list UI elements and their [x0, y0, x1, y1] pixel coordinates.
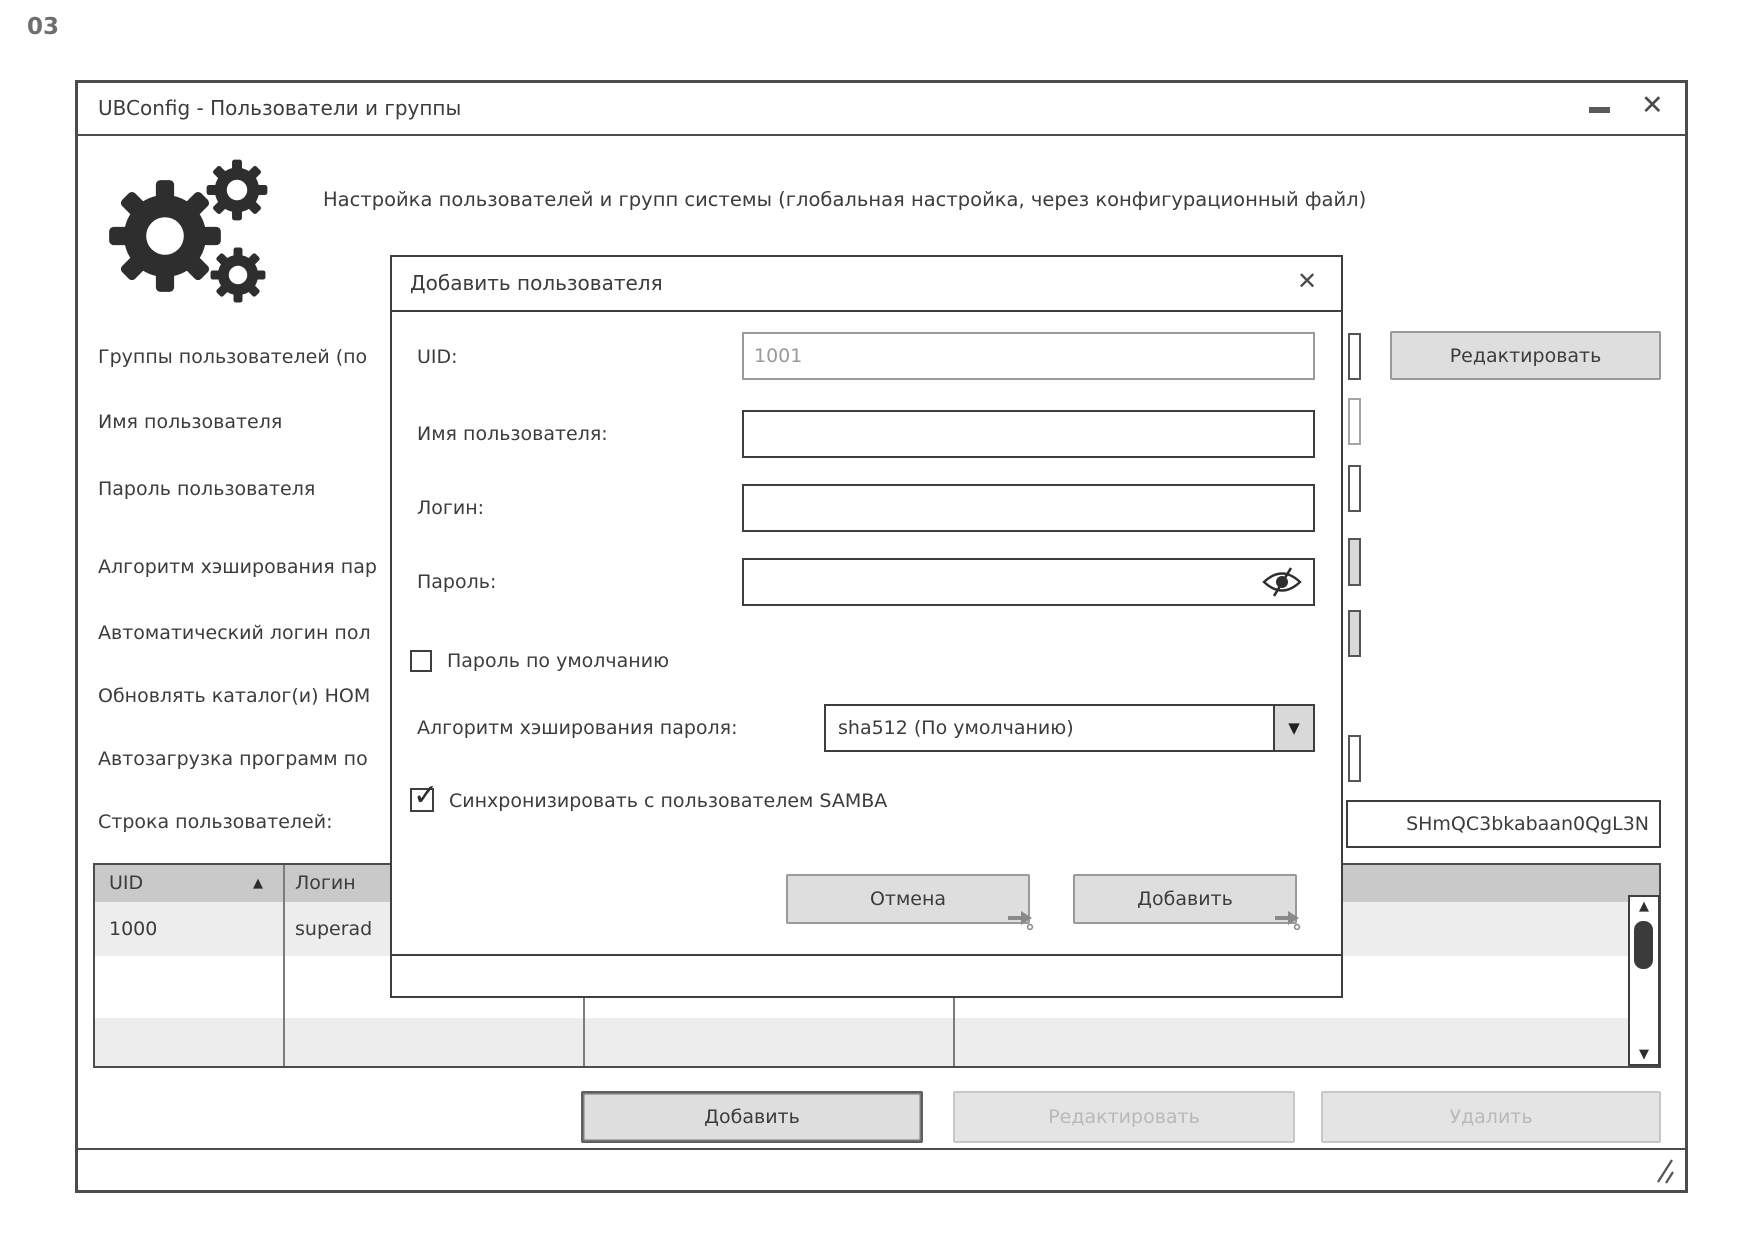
groups-field-sliver[interactable]: [1348, 333, 1361, 380]
resize-grip-icon[interactable]: [1649, 1156, 1675, 1184]
login-input[interactable]: [742, 484, 1315, 532]
window-titlebar: [78, 83, 1685, 136]
samba-sync-label: Синхронизировать с пользователем SAMBA: [449, 790, 888, 812]
samba-sync-checkbox[interactable]: [410, 778, 439, 813]
password-field-sliver[interactable]: [1348, 465, 1361, 512]
checkmark-icon: ✓: [413, 778, 439, 813]
page-number-badge: 03: [27, 14, 60, 40]
cursor-arrow-icon: [1273, 910, 1301, 930]
fullname-input[interactable]: [742, 410, 1315, 458]
dialog-add-button[interactable]: [1073, 874, 1297, 924]
password-label: Пароль:: [417, 571, 497, 593]
login-label: Логин:: [417, 497, 485, 519]
hash-algorithm-select[interactable]: [824, 704, 1315, 752]
cell-login: superad: [295, 918, 373, 940]
uid-input[interactable]: [742, 332, 1315, 380]
column-header-uid[interactable]: UID: [109, 872, 144, 894]
add-user-button[interactable]: Добавить: [581, 1091, 923, 1143]
dialog-titlebar: [392, 257, 1341, 312]
form-label-update-home: Обновлять каталог(и) HOM: [98, 685, 371, 707]
dialog-footer-divider: [392, 954, 1341, 956]
hash-algorithm-label: Алгоритм хэширования пароля:: [417, 717, 738, 739]
edit-groups-button[interactable]: Редактировать: [1390, 331, 1661, 380]
form-label-hash-algorithm: Алгоритм хэширования пар: [98, 556, 377, 578]
sort-asc-icon: ▲: [253, 876, 263, 891]
window-description: Настройка пользователей и групп системы (глобальная настройка, через конфигурационный файл): [323, 188, 1367, 211]
hash-dropdown-sliver[interactable]: [1348, 538, 1361, 586]
cell-uid: 1000: [109, 918, 158, 940]
edit-user-button[interactable]: Редактировать: [953, 1091, 1295, 1143]
fullname-label: Имя пользователя:: [417, 423, 608, 445]
user-string-input[interactable]: [1346, 800, 1661, 848]
table-row[interactable]: [95, 1018, 1659, 1066]
default-password-label: Пароль по умолчанию: [447, 650, 670, 672]
column-header-login[interactable]: Логин: [295, 872, 356, 894]
status-bar: [78, 1148, 1685, 1189]
autologin-dropdown-sliver[interactable]: [1348, 610, 1361, 657]
dropdown-arrow-icon[interactable]: ▼: [1273, 706, 1313, 750]
dialog-add-button-label: Добавить: [1137, 888, 1233, 910]
form-label-autostart: Автозагрузка программ по: [98, 748, 368, 770]
dialog-title: Добавить пользователя: [410, 271, 663, 295]
close-icon[interactable]: ✕: [1641, 90, 1664, 121]
uid-label: UID:: [417, 346, 458, 368]
form-label-username: Имя пользователя: [98, 411, 283, 433]
gears-icon: [106, 151, 281, 306]
column-divider: [283, 865, 285, 1066]
username-field-sliver[interactable]: [1348, 398, 1361, 445]
minimize-icon[interactable]: [1589, 107, 1610, 113]
hash-algorithm-value: sha512 (По умолчанию): [838, 717, 1074, 739]
eye-slash-icon[interactable]: [1260, 565, 1304, 599]
form-label-groups: Группы пользователей (по: [98, 346, 368, 368]
cancel-button-label: Отмена: [869, 888, 947, 910]
window-title: UBConfig - Пользователи и группы: [98, 96, 462, 120]
default-password-checkbox[interactable]: [410, 650, 432, 672]
add-user-dialog: [390, 255, 1343, 998]
password-input[interactable]: [742, 558, 1315, 606]
scroll-down-icon[interactable]: ▼: [1639, 1047, 1649, 1062]
scrollbar-thumb[interactable]: [1634, 921, 1653, 969]
form-label-autologin: Автоматический логин пол: [98, 622, 371, 644]
dialog-close-icon[interactable]: ✕: [1297, 267, 1318, 295]
table-scrollbar[interactable]: [1628, 895, 1660, 1066]
cancel-button[interactable]: [786, 874, 1030, 924]
scroll-up-icon[interactable]: ▲: [1639, 899, 1649, 914]
form-label-user-string: Строка пользователей:: [98, 811, 333, 833]
cursor-arrow-icon: [1006, 910, 1034, 930]
delete-user-button[interactable]: Удалить: [1321, 1091, 1661, 1143]
form-label-password: Пароль пользователя: [98, 478, 316, 500]
autostart-field-sliver[interactable]: [1348, 735, 1361, 782]
